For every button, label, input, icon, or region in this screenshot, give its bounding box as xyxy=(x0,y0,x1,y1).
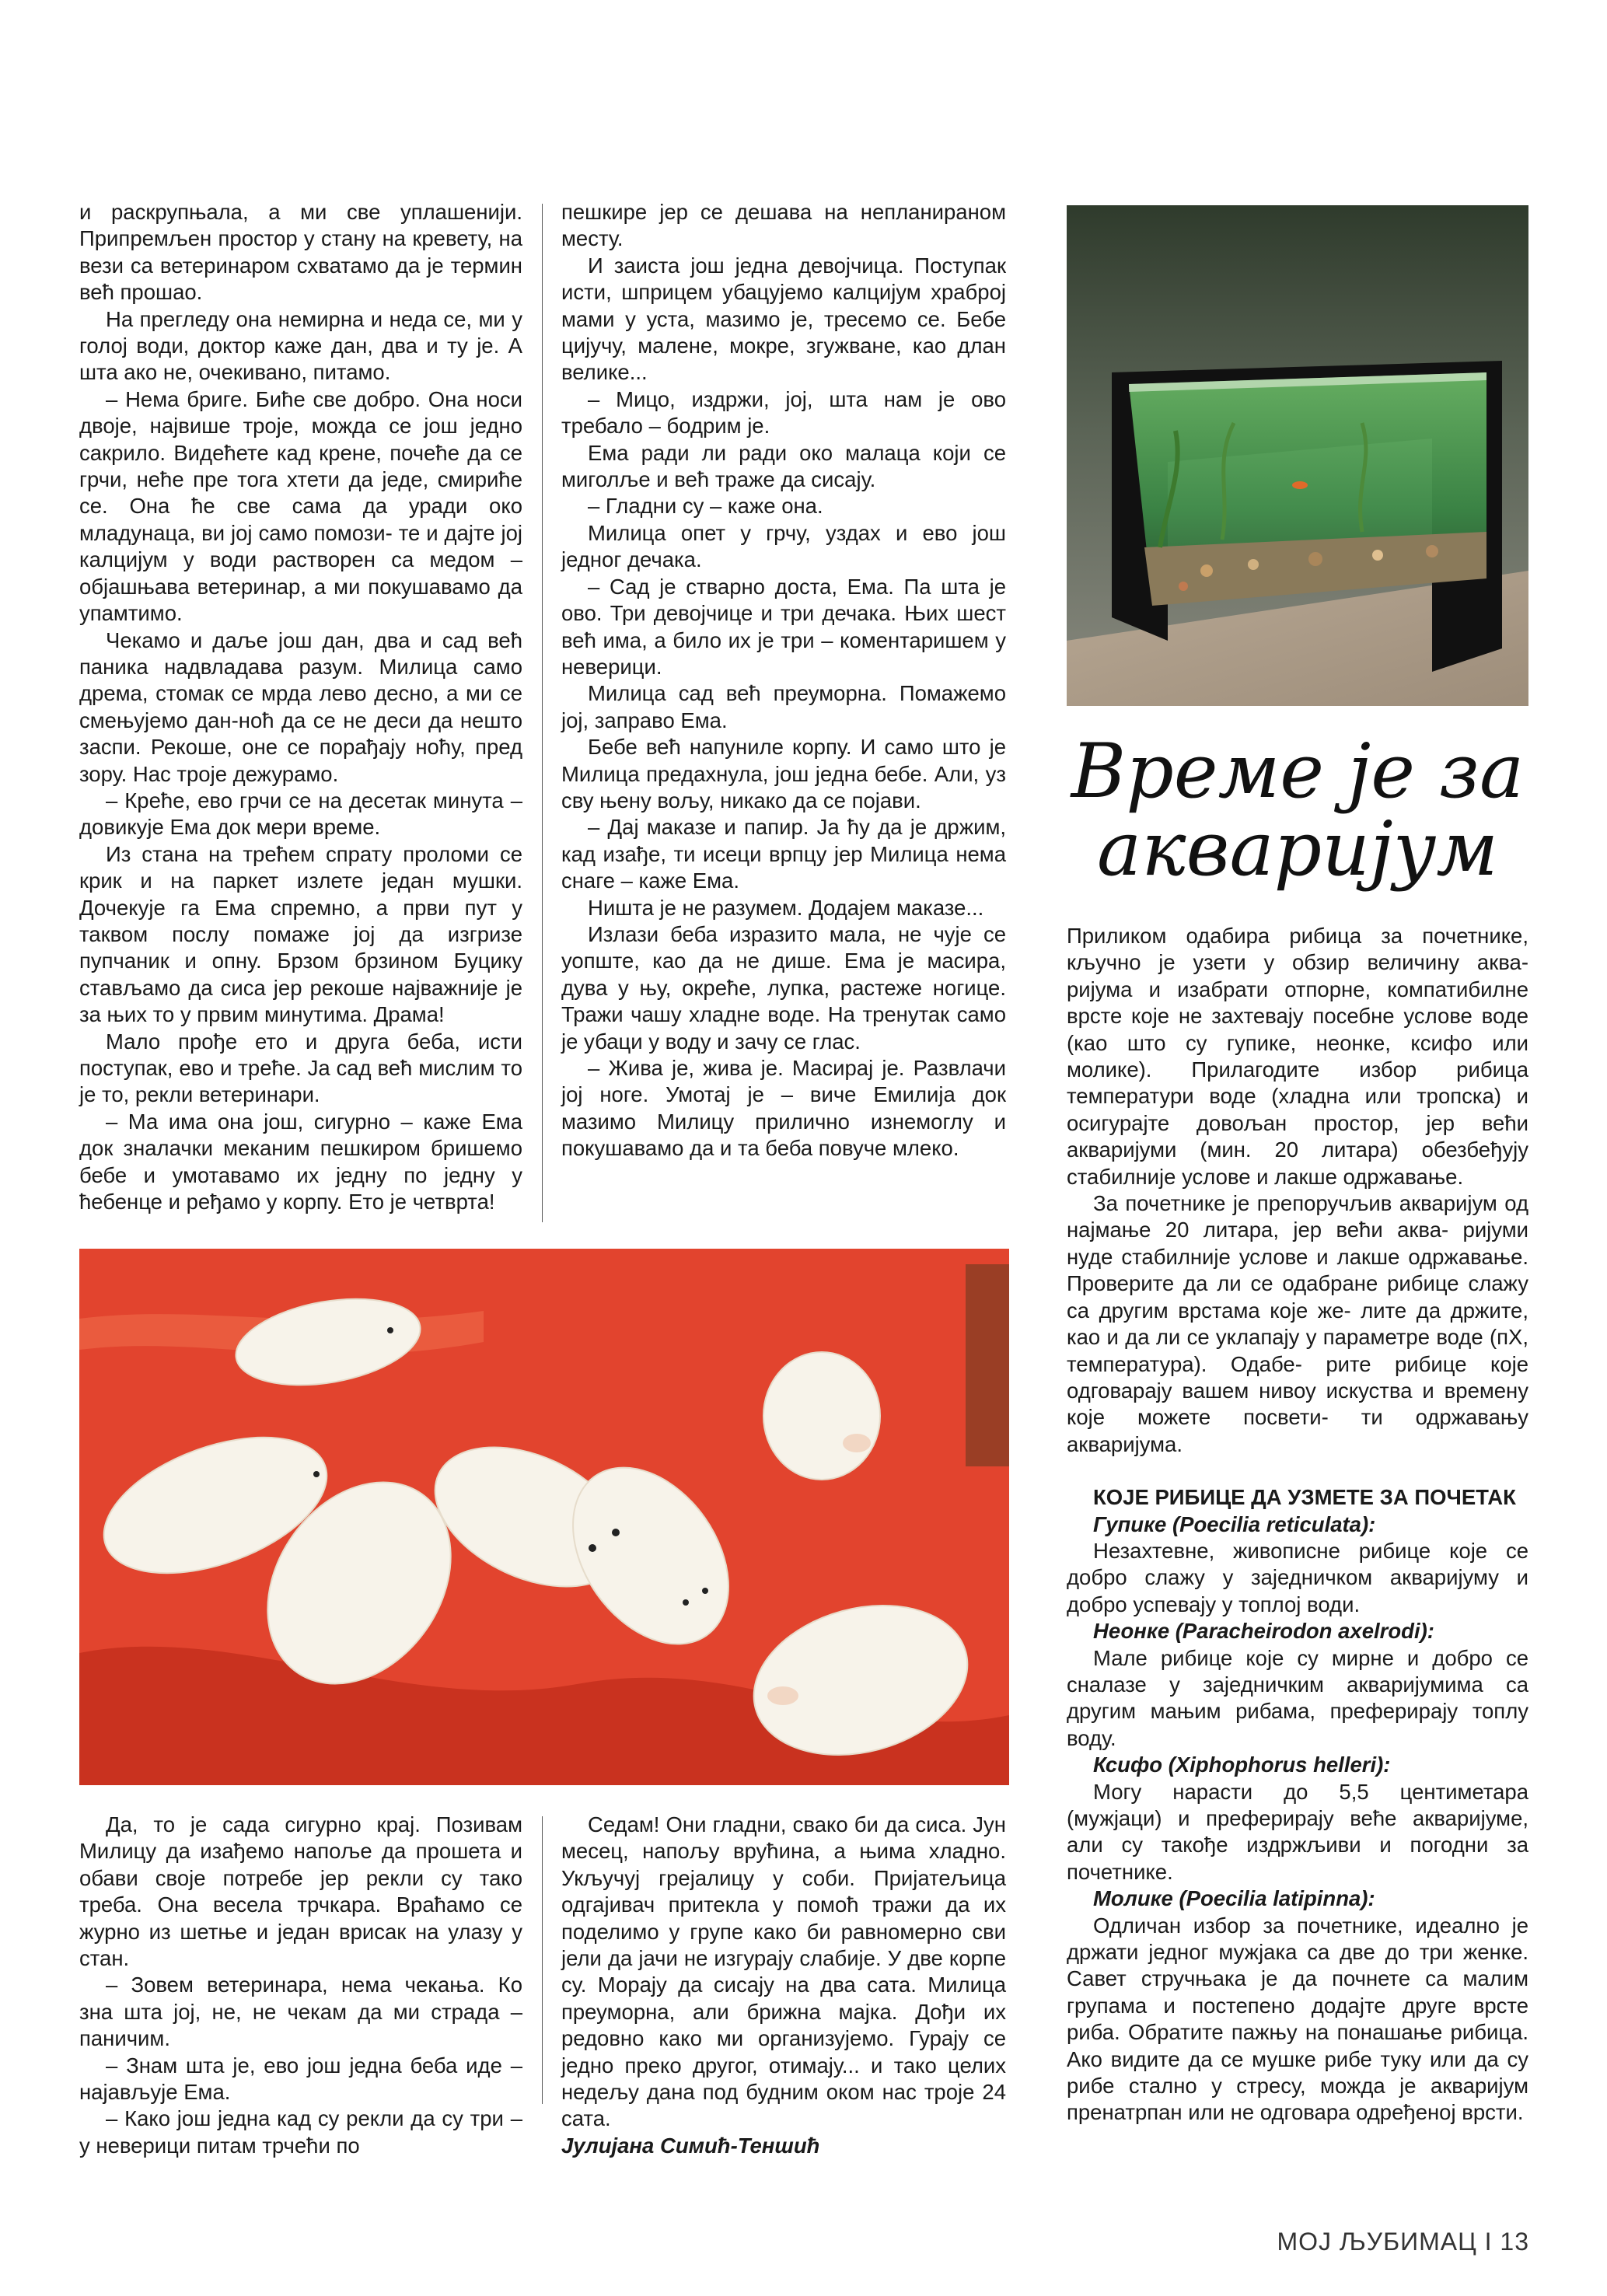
aquarium-column xyxy=(1067,923,1528,2127)
paragraph: – Зовем ветеринара, нема чекања. Ко зна шта јој, не, не чекам да ми страда – паничим. xyxy=(79,1973,522,2051)
paragraph: – Знам шта је, ево још једна беба иде – најављује Ема. xyxy=(79,2053,522,2105)
author: Јулијана Симић-Теншић xyxy=(561,2133,820,2158)
article-column-1 xyxy=(79,199,522,1215)
fish-text-swordtail: Могу нарасти до 5,5 центиметара (мужјаци) и преферирају веће акваријуме, али су такође издржљиви и погодни за почетнике. xyxy=(1067,1779,1528,1884)
paragraph: Седам! Они гладни, свако би да сиса. Јун месец, напољу врућина, а њима хладно. Укључуј грејалицу у соби. Пријатељица одгајивач притекла у помоћ тражи да их поделимо у групе како би равномерно сви јели да јачи не изгурају слабије. У две корпе су. Морају да сисају на два сата. Милица преуморна, али брижна мајка. Дођи их редовно како ми организујемо. Гурају се једно преко другог, отимају... и тако целих недељу дана под будним оком нас троје 24 сата. xyxy=(561,1812,1006,2131)
article-column-4 xyxy=(79,1812,522,2159)
sidebar-headline xyxy=(1067,728,1528,893)
paragraph: Мало прође ето и друга беба, исти поступак, ево и треће. Ја сад већ мислим то је то, рекли ветеринари. xyxy=(79,1029,522,1107)
paragraph: – Како још једна кад су рекли да су три – у неверици питам трчећи по xyxy=(79,2106,522,2158)
paragraph: И заиста још једна девојчица. Поступак исти, шприцем убацујемо калцијум храброј мами у уста, мазимо је, тресемо се. Бебе цијучу, малене, мокре, згужване, као длан велике... xyxy=(561,253,1006,385)
fish-text-neon: Мале рибице које су мирне и добро се сналазе у заједничким акваријумима са другим мањим рибама, преферирају топлу воду. xyxy=(1067,1645,1528,1750)
paragraph: – Мицо, издржи, јој, шта нам је ово требало – бодрим је. xyxy=(561,386,1006,439)
fish-name-guppy: Гупике (Poecilia reticulata): xyxy=(1093,1511,1376,1536)
column-divider xyxy=(542,204,543,1222)
page-footer: МОЈ ЉУБИМАЦ I 13 xyxy=(1277,2228,1529,2256)
intro-paragraph: Приликом одабира рибица за почетнике, кључно је узети у обзир величину аква- ријума и изабрати отпорне, компатибилне врсте које не захтевају посебне услове воде (као што су гупике, неонке, ксифо или молике). Прилагодите избор рибица температури воде (хладна или тропска) и осигурајте довољан простор, јер већи акваријуми (мин. 20 литара) обезбеђују стабилније услове и лакше одржавање. xyxy=(1067,924,1528,1189)
paragraph: и раскрупњала, а ми све уплашенији. Припремљен простор у стану на кревету, на вези са ветеринаром схватамо да је термин већ прошао. xyxy=(79,200,522,305)
fish-name-molly: Молике (Poecilia latipinna): xyxy=(1093,1886,1375,1911)
headline-line-1: Време је за xyxy=(1071,728,1525,815)
paragraph: Из стана на трећем спрату проломи се крик и на паркет излете један мушки. Дочекује га Ема спремно, а први пут у таквом послу помаже јој да изгризе пупчаник и опну. Брзом брзином Буцику стављамо да сиса јер рекоше најважније је за њих то у првим минутима. Драма! xyxy=(79,841,522,1027)
box-title: КОЈЕ РИБИЦЕ ДА УЗМЕТЕ ЗА ПОЧЕТАК xyxy=(1093,1485,1516,1510)
headline-line-2: акваријум xyxy=(1097,806,1498,893)
paragraph: Милица опет у грчу, уздах и ево још једног дечака. xyxy=(561,520,1006,572)
paragraph: – Креће, ево грчи се на десетак минута – довикује Ема док мери време. xyxy=(79,788,522,840)
paragraph: – Нема бриге. Биће све добро. Она носи двоје, највише троје, можда се још једно сакрило. Видећете кад крене, почеће да се грчи, неће пре тога хтети да једе, смириће се. Она ће све сама да уради око младунаца, ви јој само помози- те и дајте јој калцијум у води растворен са медом – објашњава ветеринар, а ми покушавамо да упамтимо. xyxy=(79,386,522,626)
paragraph: На прегледу она немирна и неда се, ми у голој води, доктор каже дан, два и ту је. А шта ако не, очекивано, питамо. xyxy=(79,306,522,385)
article-column-5 xyxy=(561,1812,1006,2159)
paragraph: – Жива је, жива је. Масирај је. Развлачи јој ноге. Умотај је – виче Емилија док мазимо Милицу прилично изнемоглу и покушавамо да и та беба повуче млеко. xyxy=(561,1056,1006,1161)
paragraph: За почетнике је препоручљив акваријум од најмање 20 литара, јер већи аква- ријуми нуде стабилније услове и лакше одржавање. Проверите да ли се одабране рибице слажу са другим врстама које же- лите да држите, као и да ли се уклапају у параметре воде (пХ, температура). Одабе- рите рибице које одговарају вашем нивоу искуства и времену које можете посвети- ти одржавању акваријума. xyxy=(1067,1191,1528,1456)
fish-name-swordtail: Ксифо (Xiphophorus helleri): xyxy=(1093,1753,1391,1777)
paragraph: Бебе већ напуниле корпу. И само што је Милица предахнула, још једна бебе. Али, уз сву њену вољу, никако да се појави. xyxy=(561,735,1006,813)
column-divider xyxy=(542,1816,543,2104)
puppies-photo xyxy=(79,1249,1009,1785)
paragraph: Да, то је сада сигурно крај. Позивам Милицу да изађемо напоље да прошета и обави своје потребе јер рекли су тако треба. Она весела трчкара. Враћамо се журно из шетње и један врисак на улазу у стан. xyxy=(79,1812,522,1971)
paragraph: Ема ради ли ради око малаца који се миголље и већ траже да сисају. xyxy=(561,440,1006,492)
paragraph: – Сад је стварно доста, Ема. Па шта је ово. Три девојчице и три дечака. Њих шест већ има, а било их је три – коментаришем у неверици. xyxy=(561,574,1006,679)
fish-text-guppy: Незахтевне, живописне рибице које се добро слажу у заједничком акваријуму и добро успевају у топлој води. xyxy=(1067,1538,1528,1616)
fish-name-neon: Неонке (Paracheirodon axelrodi): xyxy=(1093,1619,1434,1644)
paragraph: – Ма има она још, сигурно – каже Ема док зналачки меканим пешкиром бришемо бебе и умотавамо их једну по једну у ћебенце и ређамо у корпу. Ето је четврта! xyxy=(79,1109,522,1214)
aquarium-photo xyxy=(1067,205,1528,706)
paragraph: Излази беба изразито мала, не чује се уопште, као да не дише. Ема је масира, дува у њу, окреће, лупка, растеже ногице. Тражи чашу хладне воде. На тренутак само је убаци у воду и зачу се глас. xyxy=(561,921,1006,1054)
paragraph: Ништа је не разумем. Додајем маказе... xyxy=(588,895,984,920)
fish-text-molly: Одличан избор за почетнике, идеално је држати једног мужјака са две до три женке. Савет стручњака је да почнете са малим групама и постепено додајте друге врсте риба. Обратите пажњу на понашање рибица. Ако видите да се мушке рибе туку или да су рибе стално у стресу, можда је акваријум пренатрпан или не одговара одређеној врсти. xyxy=(1067,1913,1528,2125)
paragraph: – Гладни су – каже она. xyxy=(588,494,823,519)
paragraph: Милица сад већ преуморна. Помажемо јој, заправо Ема. xyxy=(561,681,1006,732)
paragraph: пешкире јер се дешава на непланираном месту. xyxy=(561,200,1006,251)
article-column-2 xyxy=(561,199,1006,1162)
paragraph: – Дај маказе и папир. Ја ћу да је држим, кад изађе, ти исеци врпцу јер Милица нема снаге – каже Ема. xyxy=(561,815,1006,893)
paragraph: Чекамо и даље још дан, два и сад већ паника надвладава разум. Милица само дрема, стомак се мрда лево десно, а ми се смењујемо дан-ноћ да се не деси да нешто заспи. Рекоше, оне се порађају ноћу, пред зору. Нас троје дежурамо. xyxy=(79,627,522,786)
